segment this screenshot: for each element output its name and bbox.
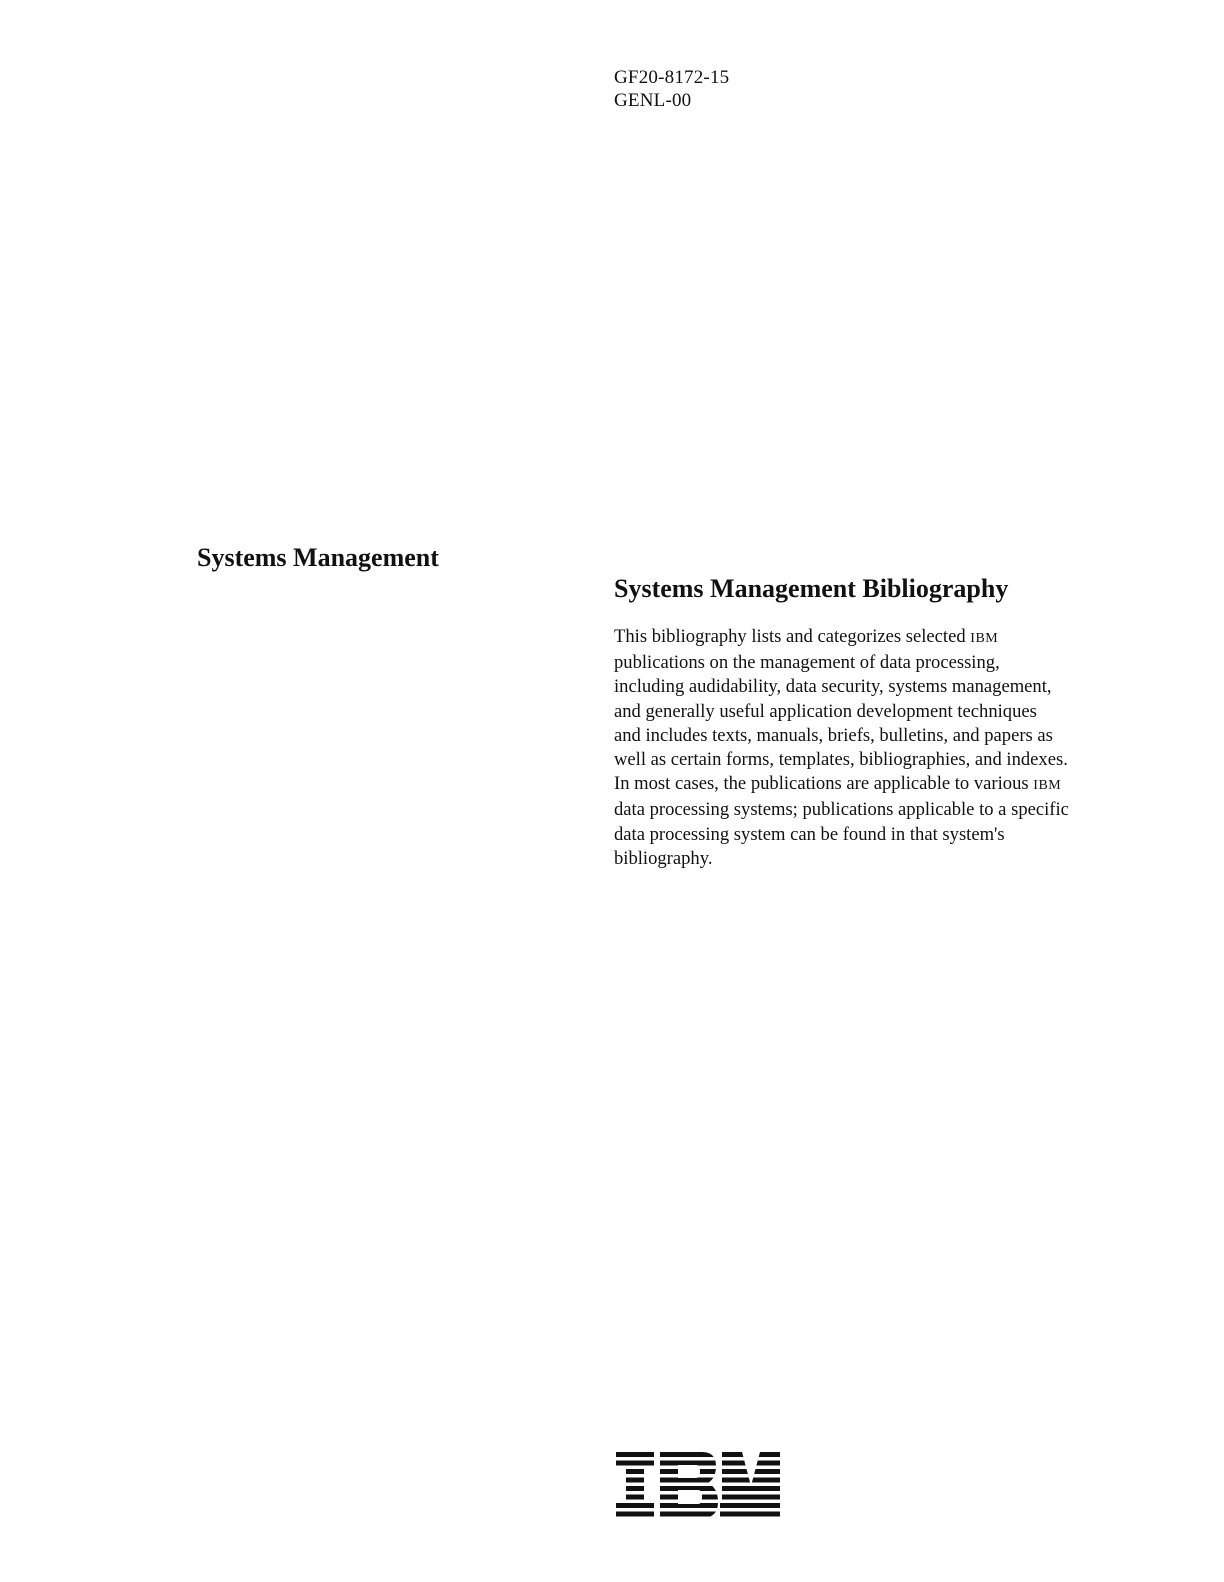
abstract-line: including audidability, data security, systems management, — [614, 676, 1052, 698]
ibm-striped-logo-icon — [616, 1452, 780, 1518]
abstract-line: bibliography. — [614, 847, 713, 869]
abstract-line: and includes texts, manuals, briefs, bulletins, and papers as — [614, 724, 1053, 746]
abstract-line: well as certain forms, templates, bibliographies, and indexes. — [614, 749, 1068, 771]
abstract-line: and generally useful application development techniques — [614, 700, 1037, 722]
abstract-paragraph — [614, 625, 1154, 871]
document-title: Systems Management Bibliography — [614, 574, 1009, 603]
series-title: Systems Management — [197, 543, 439, 572]
abstract-line: data processing systems; publications applicable to a specific — [614, 799, 1069, 821]
abstract-line: publications on the management of data processing, — [614, 652, 1000, 674]
form-number — [614, 66, 729, 112]
form-number-line-1: GF20-8172-15 — [614, 67, 730, 88]
abstract-line: This bibliography lists and categorizes selected IBM — [614, 626, 999, 647]
form-number-line-2: GENL-00 — [614, 90, 692, 111]
abstract-line: In most cases, the publications are applicable to various IBM — [614, 773, 1062, 795]
abstract-line: data processing system can be found in that system's — [614, 823, 1005, 845]
